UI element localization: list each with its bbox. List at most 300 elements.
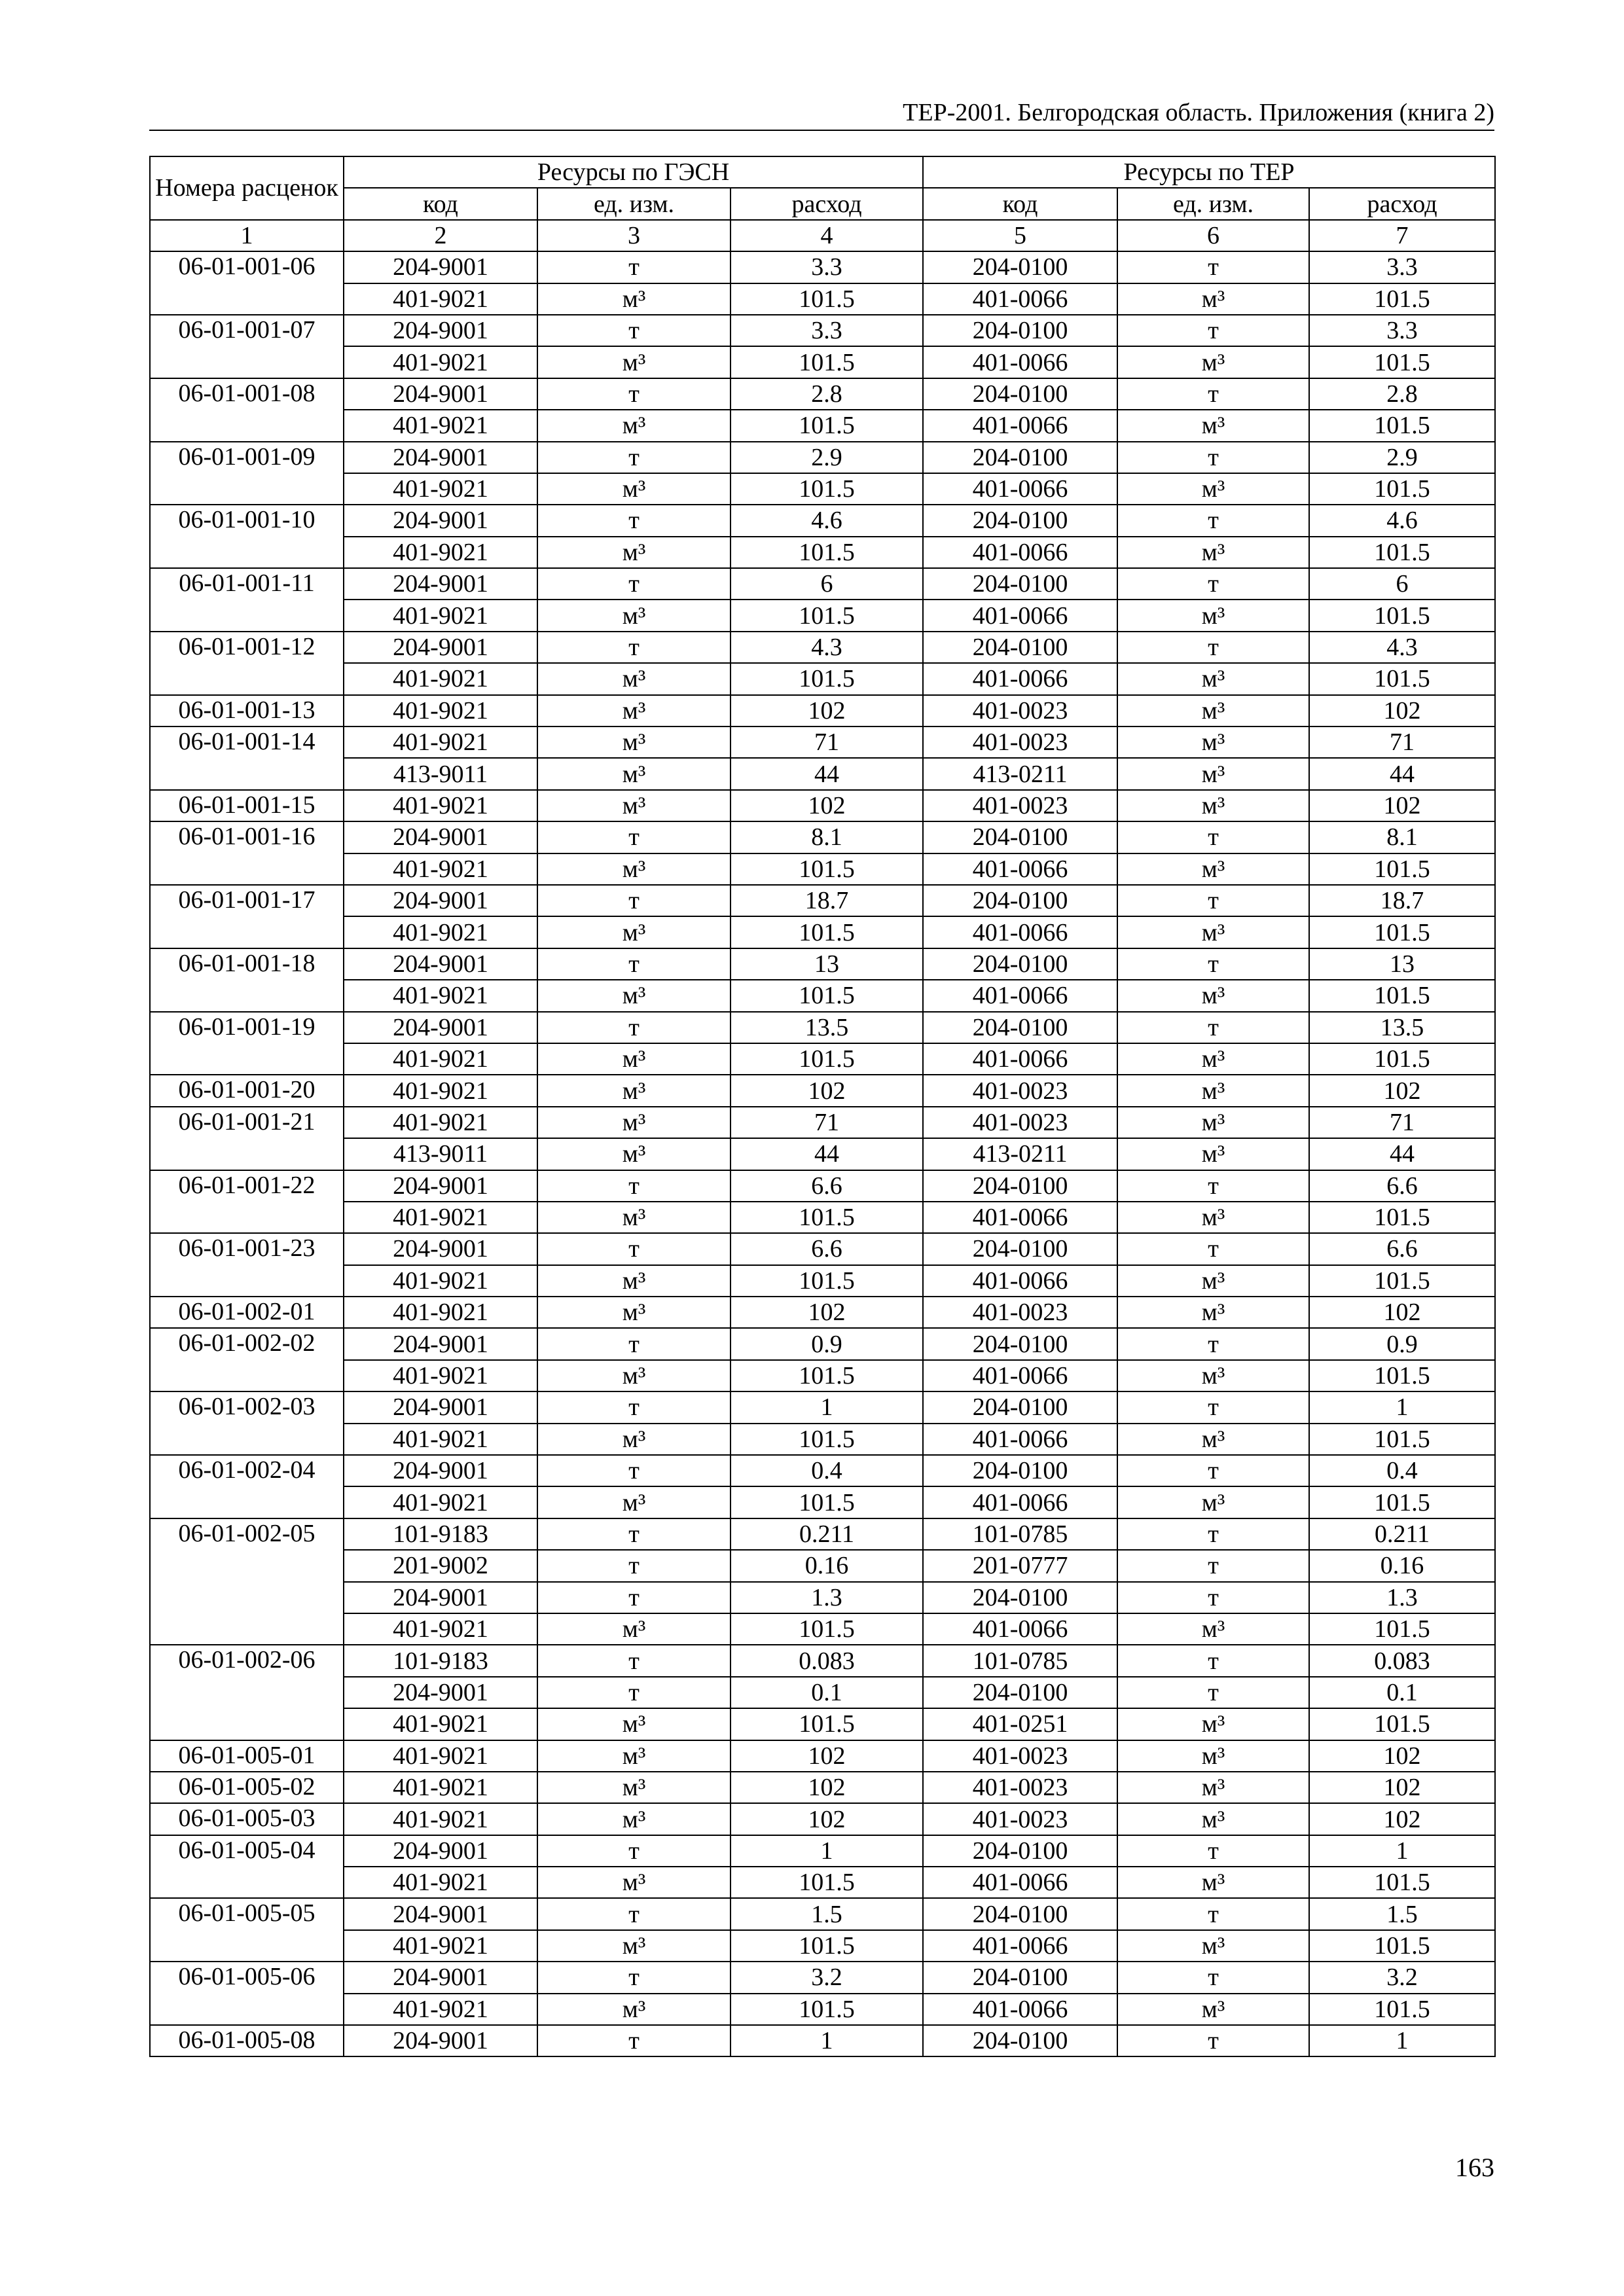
ter-unit-cell: т xyxy=(1117,1962,1309,1993)
col-header-rate-number: Номера расценок xyxy=(150,156,344,220)
ter-code-cell: 401-0023 xyxy=(923,790,1117,821)
rate-number-cell: 06-01-001-06 xyxy=(150,251,344,315)
gesn-unit-cell: т xyxy=(537,1962,731,1993)
gesn-qty-cell: 102 xyxy=(731,1740,923,1772)
gesn-unit-cell: м³ xyxy=(537,853,731,885)
ter-qty-cell: 101.5 xyxy=(1309,1708,1495,1740)
gesn-qty-cell: 71 xyxy=(731,1107,923,1138)
col-header-gesn-unit: ед. изм. xyxy=(537,188,731,219)
gesn-unit-cell: т xyxy=(537,885,731,916)
table-row xyxy=(150,1043,1495,1075)
rate-number-cell: 06-01-001-08 xyxy=(150,378,344,442)
ter-unit-cell: т xyxy=(1117,442,1309,473)
ter-qty-cell: 101.5 xyxy=(1309,1867,1495,1898)
table-row xyxy=(150,1613,1495,1645)
table-row xyxy=(150,1202,1495,1233)
gesn-code-cell: 401-9021 xyxy=(344,853,537,885)
ter-code-cell: 401-0066 xyxy=(923,1994,1117,2025)
rate-number-cell: 06-01-001-21 xyxy=(150,1107,344,1170)
ter-unit-cell: м³ xyxy=(1117,1202,1309,1233)
ter-code-cell: 401-0066 xyxy=(923,1613,1117,1645)
ter-qty-cell: 6.6 xyxy=(1309,1170,1495,1202)
gesn-qty-cell: 101.5 xyxy=(731,980,923,1011)
ter-code-cell: 401-0023 xyxy=(923,1297,1117,1328)
table-row xyxy=(150,315,1495,346)
ter-unit-cell: т xyxy=(1117,1170,1309,1202)
table-row xyxy=(150,1170,1495,1202)
gesn-unit-cell: м³ xyxy=(537,726,731,758)
ter-qty-cell: 6 xyxy=(1309,568,1495,600)
gesn-code-cell: 204-9001 xyxy=(344,378,537,410)
gesn-code-cell: 401-9021 xyxy=(344,1486,537,1518)
ter-code-cell: 401-0066 xyxy=(923,1930,1117,1962)
ter-qty-cell: 2.9 xyxy=(1309,442,1495,473)
ter-qty-cell: 102 xyxy=(1309,1803,1495,1835)
ter-code-cell: 401-0066 xyxy=(923,600,1117,631)
table-row xyxy=(150,1867,1495,1898)
gesn-code-cell: 204-9001 xyxy=(344,1012,537,1043)
ter-code-cell: 401-0066 xyxy=(923,916,1117,948)
ter-qty-cell: 6.6 xyxy=(1309,1233,1495,1265)
ter-code-cell: 204-0100 xyxy=(923,1170,1117,1202)
ter-unit-cell: м³ xyxy=(1117,1803,1309,1835)
gesn-code-cell: 204-9001 xyxy=(344,1455,537,1486)
ter-qty-cell: 13.5 xyxy=(1309,1012,1495,1043)
ter-unit-cell: т xyxy=(1117,2025,1309,2056)
gesn-qty-cell: 102 xyxy=(731,695,923,726)
ter-unit-cell: м³ xyxy=(1117,1138,1309,1170)
gesn-qty-cell: 101.5 xyxy=(731,663,923,694)
rate-number-cell: 06-01-002-06 xyxy=(150,1645,344,1740)
gesn-unit-cell: т xyxy=(537,1677,731,1708)
gesn-qty-cell: 2.9 xyxy=(731,442,923,473)
ter-qty-cell: 102 xyxy=(1309,790,1495,821)
ter-unit-cell: т xyxy=(1117,1391,1309,1423)
ter-unit-cell: т xyxy=(1117,1518,1309,1550)
ter-code-cell: 401-0066 xyxy=(923,853,1117,885)
gesn-qty-cell: 0.9 xyxy=(731,1328,923,1359)
ter-qty-cell: 3.3 xyxy=(1309,251,1495,283)
gesn-code-cell: 101-9183 xyxy=(344,1518,537,1550)
rate-number-cell: 06-01-005-06 xyxy=(150,1962,344,2025)
ter-unit-cell: м³ xyxy=(1117,1613,1309,1645)
gesn-unit-cell: м³ xyxy=(537,1740,731,1772)
ter-code-cell: 204-0100 xyxy=(923,2025,1117,2056)
ter-qty-cell: 0.1 xyxy=(1309,1677,1495,1708)
ter-code-cell: 204-0100 xyxy=(923,948,1117,980)
ter-unit-cell: м³ xyxy=(1117,853,1309,885)
ter-unit-cell: м³ xyxy=(1117,1740,1309,1772)
ter-code-cell: 204-0100 xyxy=(923,378,1117,410)
ter-qty-cell: 71 xyxy=(1309,1107,1495,1138)
ter-code-cell: 204-0100 xyxy=(923,1835,1117,1867)
ter-code-cell: 204-0100 xyxy=(923,1233,1117,1265)
gesn-code-cell: 413-9011 xyxy=(344,758,537,789)
col-group-gesn: Ресурсы по ГЭСН xyxy=(344,156,923,188)
gesn-unit-cell: т xyxy=(537,2025,731,2056)
gesn-qty-cell: 101.5 xyxy=(731,1265,923,1297)
ter-unit-cell: м³ xyxy=(1117,663,1309,694)
gesn-unit-cell: т xyxy=(537,948,731,980)
rate-number-cell: 06-01-002-01 xyxy=(150,1297,344,1328)
gesn-qty-cell: 6.6 xyxy=(731,1233,923,1265)
gesn-qty-cell: 102 xyxy=(731,1803,923,1835)
ter-unit-cell: м³ xyxy=(1117,473,1309,505)
ter-qty-cell: 101.5 xyxy=(1309,1930,1495,1962)
ter-code-cell: 204-0100 xyxy=(923,1962,1117,1993)
gesn-code-cell: 401-9021 xyxy=(344,537,537,568)
ter-qty-cell: 3.2 xyxy=(1309,1962,1495,1993)
ter-qty-cell: 1.5 xyxy=(1309,1898,1495,1929)
gesn-unit-cell: т xyxy=(537,1898,731,1929)
rate-number-cell: 06-01-001-13 xyxy=(150,695,344,726)
ter-code-cell: 413-0211 xyxy=(923,1138,1117,1170)
gesn-qty-cell: 102 xyxy=(731,790,923,821)
ter-code-cell: 401-0023 xyxy=(923,1803,1117,1835)
table-row xyxy=(150,568,1495,600)
ter-qty-cell: 101.5 xyxy=(1309,1265,1495,1297)
ter-code-cell: 401-0066 xyxy=(923,980,1117,1011)
ter-code-cell: 204-0100 xyxy=(923,885,1117,916)
gesn-qty-cell: 0.211 xyxy=(731,1518,923,1550)
ter-unit-cell: т xyxy=(1117,1582,1309,1613)
gesn-code-cell: 204-9001 xyxy=(344,1677,537,1708)
gesn-unit-cell: т xyxy=(537,378,731,410)
gesn-unit-cell: т xyxy=(537,1518,731,1550)
ter-unit-cell: м³ xyxy=(1117,1265,1309,1297)
gesn-qty-cell: 101.5 xyxy=(731,916,923,948)
rate-number-cell: 06-01-001-18 xyxy=(150,948,344,1012)
table-row xyxy=(150,1645,1495,1676)
ter-unit-cell: м³ xyxy=(1117,1360,1309,1391)
gesn-code-cell: 401-9021 xyxy=(344,1360,537,1391)
gesn-unit-cell: м³ xyxy=(537,1803,731,1835)
gesn-code-cell: 401-9021 xyxy=(344,1867,537,1898)
ter-code-cell: 401-0251 xyxy=(923,1708,1117,1740)
ter-code-cell: 401-0023 xyxy=(923,1075,1117,1106)
table-row xyxy=(150,821,1495,853)
col-group-ter: Ресурсы по ТЕР xyxy=(923,156,1495,188)
rate-number-cell: 06-01-001-17 xyxy=(150,885,344,948)
ter-unit-cell: м³ xyxy=(1117,1075,1309,1106)
gesn-code-cell: 204-9001 xyxy=(344,251,537,283)
gesn-qty-cell: 101.5 xyxy=(731,1867,923,1898)
ter-code-cell: 204-0100 xyxy=(923,442,1117,473)
gesn-qty-cell: 101.5 xyxy=(731,1486,923,1518)
ter-qty-cell: 101.5 xyxy=(1309,283,1495,315)
table-row xyxy=(150,410,1495,441)
rate-number-cell: 06-01-001-12 xyxy=(150,632,344,695)
ter-code-cell: 204-0100 xyxy=(923,505,1117,536)
ter-unit-cell: м³ xyxy=(1117,283,1309,315)
gesn-unit-cell: т xyxy=(537,251,731,283)
ter-code-cell: 204-0100 xyxy=(923,1898,1117,1929)
gesn-code-cell: 204-9001 xyxy=(344,505,537,536)
gesn-qty-cell: 101.5 xyxy=(731,600,923,631)
ter-code-cell: 401-0023 xyxy=(923,1772,1117,1803)
column-number: 1 xyxy=(150,220,344,251)
ter-unit-cell: м³ xyxy=(1117,758,1309,789)
gesn-qty-cell: 44 xyxy=(731,1138,923,1170)
ter-code-cell: 401-0066 xyxy=(923,1265,1117,1297)
table-row xyxy=(150,1740,1495,1772)
col-header-ter-code: код xyxy=(923,188,1117,219)
ter-unit-cell: м³ xyxy=(1117,410,1309,441)
gesn-qty-cell: 1 xyxy=(731,2025,923,2056)
ter-qty-cell: 18.7 xyxy=(1309,885,1495,916)
rate-number-cell: 06-01-005-03 xyxy=(150,1803,344,1835)
ter-unit-cell: м³ xyxy=(1117,346,1309,378)
gesn-unit-cell: т xyxy=(537,568,731,600)
ter-code-cell: 401-0066 xyxy=(923,663,1117,694)
table-row xyxy=(150,1075,1495,1106)
header-row-groups xyxy=(150,156,1495,188)
ter-unit-cell: м³ xyxy=(1117,726,1309,758)
gesn-unit-cell: м³ xyxy=(537,1138,731,1170)
gesn-code-cell: 401-9021 xyxy=(344,1202,537,1233)
ter-unit-cell: т xyxy=(1117,315,1309,346)
ter-qty-cell: 0.9 xyxy=(1309,1328,1495,1359)
gesn-qty-cell: 4.6 xyxy=(731,505,923,536)
gesn-code-cell: 401-9021 xyxy=(344,1265,537,1297)
ter-qty-cell: 101.5 xyxy=(1309,1613,1495,1645)
table-row xyxy=(150,505,1495,536)
ter-code-cell: 204-0100 xyxy=(923,632,1117,663)
ter-unit-cell: т xyxy=(1117,1455,1309,1486)
ter-code-cell: 401-0066 xyxy=(923,537,1117,568)
gesn-unit-cell: м³ xyxy=(537,600,731,631)
gesn-code-cell: 401-9021 xyxy=(344,283,537,315)
table-row xyxy=(150,1962,1495,1993)
gesn-code-cell: 401-9021 xyxy=(344,790,537,821)
gesn-unit-cell: м³ xyxy=(537,663,731,694)
rate-number-cell: 06-01-002-03 xyxy=(150,1391,344,1455)
gesn-code-cell: 401-9021 xyxy=(344,1740,537,1772)
gesn-qty-cell: 0.4 xyxy=(731,1455,923,1486)
gesn-unit-cell: т xyxy=(537,632,731,663)
rate-number-cell: 06-01-005-08 xyxy=(150,2025,344,2056)
col-header-ter-unit: ед. изм. xyxy=(1117,188,1309,219)
gesn-qty-cell: 71 xyxy=(731,726,923,758)
gesn-qty-cell: 1.5 xyxy=(731,1898,923,1929)
gesn-code-cell: 204-9001 xyxy=(344,2025,537,2056)
ter-code-cell: 204-0100 xyxy=(923,1455,1117,1486)
ter-unit-cell: т xyxy=(1117,821,1309,853)
gesn-code-cell: 204-9001 xyxy=(344,1582,537,1613)
ter-unit-cell: т xyxy=(1117,1328,1309,1359)
gesn-unit-cell: т xyxy=(537,505,731,536)
ter-qty-cell: 71 xyxy=(1309,726,1495,758)
gesn-qty-cell: 1 xyxy=(731,1835,923,1867)
column-number: 3 xyxy=(537,220,731,251)
gesn-unit-cell: м³ xyxy=(537,1772,731,1803)
ter-qty-cell: 1 xyxy=(1309,1835,1495,1867)
ter-unit-cell: т xyxy=(1117,1645,1309,1676)
gesn-unit-cell: т xyxy=(537,1455,731,1486)
ter-unit-cell: т xyxy=(1117,505,1309,536)
gesn-unit-cell: м³ xyxy=(537,1994,731,2025)
table-row xyxy=(150,1835,1495,1867)
ter-qty-cell: 101.5 xyxy=(1309,980,1495,1011)
ter-qty-cell: 101.5 xyxy=(1309,1994,1495,2025)
table-row xyxy=(150,378,1495,410)
table-row xyxy=(150,1360,1495,1391)
table-row xyxy=(150,758,1495,789)
ter-unit-cell: т xyxy=(1117,1233,1309,1265)
gesn-qty-cell: 101.5 xyxy=(731,1043,923,1075)
rate-number-cell: 06-01-001-19 xyxy=(150,1012,344,1075)
table-row xyxy=(150,885,1495,916)
ter-code-cell: 401-0023 xyxy=(923,726,1117,758)
rate-number-cell: 06-01-001-20 xyxy=(150,1075,344,1106)
gesn-unit-cell: т xyxy=(537,1012,731,1043)
rate-number-cell: 06-01-005-01 xyxy=(150,1740,344,1772)
table-row xyxy=(150,1328,1495,1359)
ter-unit-cell: м³ xyxy=(1117,1297,1309,1328)
ter-unit-cell: т xyxy=(1117,378,1309,410)
gesn-unit-cell: м³ xyxy=(537,283,731,315)
ter-qty-cell: 101.5 xyxy=(1309,473,1495,505)
column-number: 2 xyxy=(344,220,537,251)
col-header-gesn-code: код xyxy=(344,188,537,219)
table-row xyxy=(150,948,1495,980)
ter-code-cell: 204-0100 xyxy=(923,1328,1117,1359)
gesn-qty-cell: 101.5 xyxy=(731,1424,923,1455)
gesn-code-cell: 204-9001 xyxy=(344,1391,537,1423)
table-row xyxy=(150,1772,1495,1803)
table-row xyxy=(150,853,1495,885)
gesn-unit-cell: м³ xyxy=(537,790,731,821)
gesn-qty-cell: 102 xyxy=(731,1297,923,1328)
table-row xyxy=(150,442,1495,473)
gesn-qty-cell: 101.5 xyxy=(731,346,923,378)
gesn-qty-cell: 101.5 xyxy=(731,1994,923,2025)
gesn-unit-cell: т xyxy=(537,315,731,346)
table-row xyxy=(150,346,1495,378)
ter-qty-cell: 102 xyxy=(1309,1297,1495,1328)
header-row-subcolumns xyxy=(150,188,1495,219)
table-row xyxy=(150,283,1495,315)
column-number: 7 xyxy=(1309,220,1495,251)
gesn-unit-cell: т xyxy=(537,1550,731,1581)
ter-qty-cell: 1 xyxy=(1309,2025,1495,2056)
table-head xyxy=(150,156,1495,251)
ter-unit-cell: м³ xyxy=(1117,1107,1309,1138)
gesn-qty-cell: 3.3 xyxy=(731,251,923,283)
gesn-code-cell: 401-9021 xyxy=(344,1297,537,1328)
rate-number-cell: 06-01-001-22 xyxy=(150,1170,344,1234)
gesn-code-cell: 204-9001 xyxy=(344,1328,537,1359)
ter-qty-cell: 101.5 xyxy=(1309,600,1495,631)
ter-qty-cell: 101.5 xyxy=(1309,1360,1495,1391)
ter-unit-cell: м³ xyxy=(1117,1867,1309,1898)
table-body xyxy=(150,251,1495,2056)
gesn-unit-cell: м³ xyxy=(537,916,731,948)
ter-unit-cell: т xyxy=(1117,568,1309,600)
resources-table xyxy=(149,156,1496,2057)
gesn-qty-cell: 101.5 xyxy=(731,537,923,568)
column-number: 5 xyxy=(923,220,1117,251)
gesn-unit-cell: м³ xyxy=(537,1297,731,1328)
table-row xyxy=(150,1012,1495,1043)
ter-qty-cell: 1.3 xyxy=(1309,1582,1495,1613)
ter-qty-cell: 101.5 xyxy=(1309,537,1495,568)
gesn-unit-cell: т xyxy=(537,1328,731,1359)
gesn-unit-cell: м³ xyxy=(537,537,731,568)
ter-unit-cell: т xyxy=(1117,632,1309,663)
ter-qty-cell: 101.5 xyxy=(1309,346,1495,378)
ter-code-cell: 204-0100 xyxy=(923,1677,1117,1708)
ter-unit-cell: т xyxy=(1117,1835,1309,1867)
gesn-qty-cell: 101.5 xyxy=(731,1202,923,1233)
gesn-unit-cell: т xyxy=(537,1170,731,1202)
table-row xyxy=(150,537,1495,568)
gesn-code-cell: 204-9001 xyxy=(344,948,537,980)
ter-qty-cell: 0.083 xyxy=(1309,1645,1495,1676)
ter-unit-cell: м³ xyxy=(1117,1424,1309,1455)
table-row xyxy=(150,1582,1495,1613)
ter-unit-cell: м³ xyxy=(1117,1930,1309,1962)
ter-unit-cell: м³ xyxy=(1117,1486,1309,1518)
gesn-qty-cell: 4.3 xyxy=(731,632,923,663)
rate-number-cell: 06-01-001-15 xyxy=(150,790,344,821)
rate-number-cell: 06-01-001-10 xyxy=(150,505,344,568)
gesn-code-cell: 401-9021 xyxy=(344,1772,537,1803)
ter-unit-cell: м³ xyxy=(1117,980,1309,1011)
ter-code-cell: 401-0066 xyxy=(923,1043,1117,1075)
gesn-unit-cell: м³ xyxy=(537,1360,731,1391)
table-row xyxy=(150,473,1495,505)
ter-code-cell: 204-0100 xyxy=(923,1391,1117,1423)
ter-qty-cell: 102 xyxy=(1309,695,1495,726)
gesn-code-cell: 401-9021 xyxy=(344,695,537,726)
table-row xyxy=(150,695,1495,726)
ter-code-cell: 401-0023 xyxy=(923,1740,1117,1772)
gesn-unit-cell: м³ xyxy=(537,1613,731,1645)
gesn-qty-cell: 3.3 xyxy=(731,315,923,346)
gesn-code-cell: 204-9001 xyxy=(344,315,537,346)
ter-unit-cell: м³ xyxy=(1117,1708,1309,1740)
gesn-code-cell: 401-9021 xyxy=(344,600,537,631)
gesn-unit-cell: т xyxy=(537,1233,731,1265)
ter-qty-cell: 3.3 xyxy=(1309,315,1495,346)
ter-qty-cell: 8.1 xyxy=(1309,821,1495,853)
rate-number-cell: 06-01-002-02 xyxy=(150,1328,344,1391)
ter-code-cell: 401-0066 xyxy=(923,1867,1117,1898)
table-row xyxy=(150,600,1495,631)
rate-number-cell: 06-01-002-05 xyxy=(150,1518,344,1645)
ter-code-cell: 101-0785 xyxy=(923,1645,1117,1676)
ter-qty-cell: 101.5 xyxy=(1309,663,1495,694)
ter-code-cell: 401-0066 xyxy=(923,1202,1117,1233)
gesn-code-cell: 401-9021 xyxy=(344,410,537,441)
gesn-code-cell: 204-9001 xyxy=(344,1962,537,1993)
ter-code-cell: 401-0066 xyxy=(923,410,1117,441)
gesn-code-cell: 401-9021 xyxy=(344,1424,537,1455)
table-row xyxy=(150,1138,1495,1170)
gesn-unit-cell: м³ xyxy=(537,1867,731,1898)
gesn-qty-cell: 0.083 xyxy=(731,1645,923,1676)
gesn-qty-cell: 1 xyxy=(731,1391,923,1423)
gesn-code-cell: 204-9001 xyxy=(344,1835,537,1867)
table-row xyxy=(150,2025,1495,2056)
rate-number-cell: 06-01-005-05 xyxy=(150,1898,344,1962)
ter-unit-cell: м³ xyxy=(1117,916,1309,948)
ter-unit-cell: т xyxy=(1117,948,1309,980)
ter-code-cell: 204-0100 xyxy=(923,251,1117,283)
gesn-unit-cell: м³ xyxy=(537,1107,731,1138)
ter-code-cell: 401-0066 xyxy=(923,346,1117,378)
